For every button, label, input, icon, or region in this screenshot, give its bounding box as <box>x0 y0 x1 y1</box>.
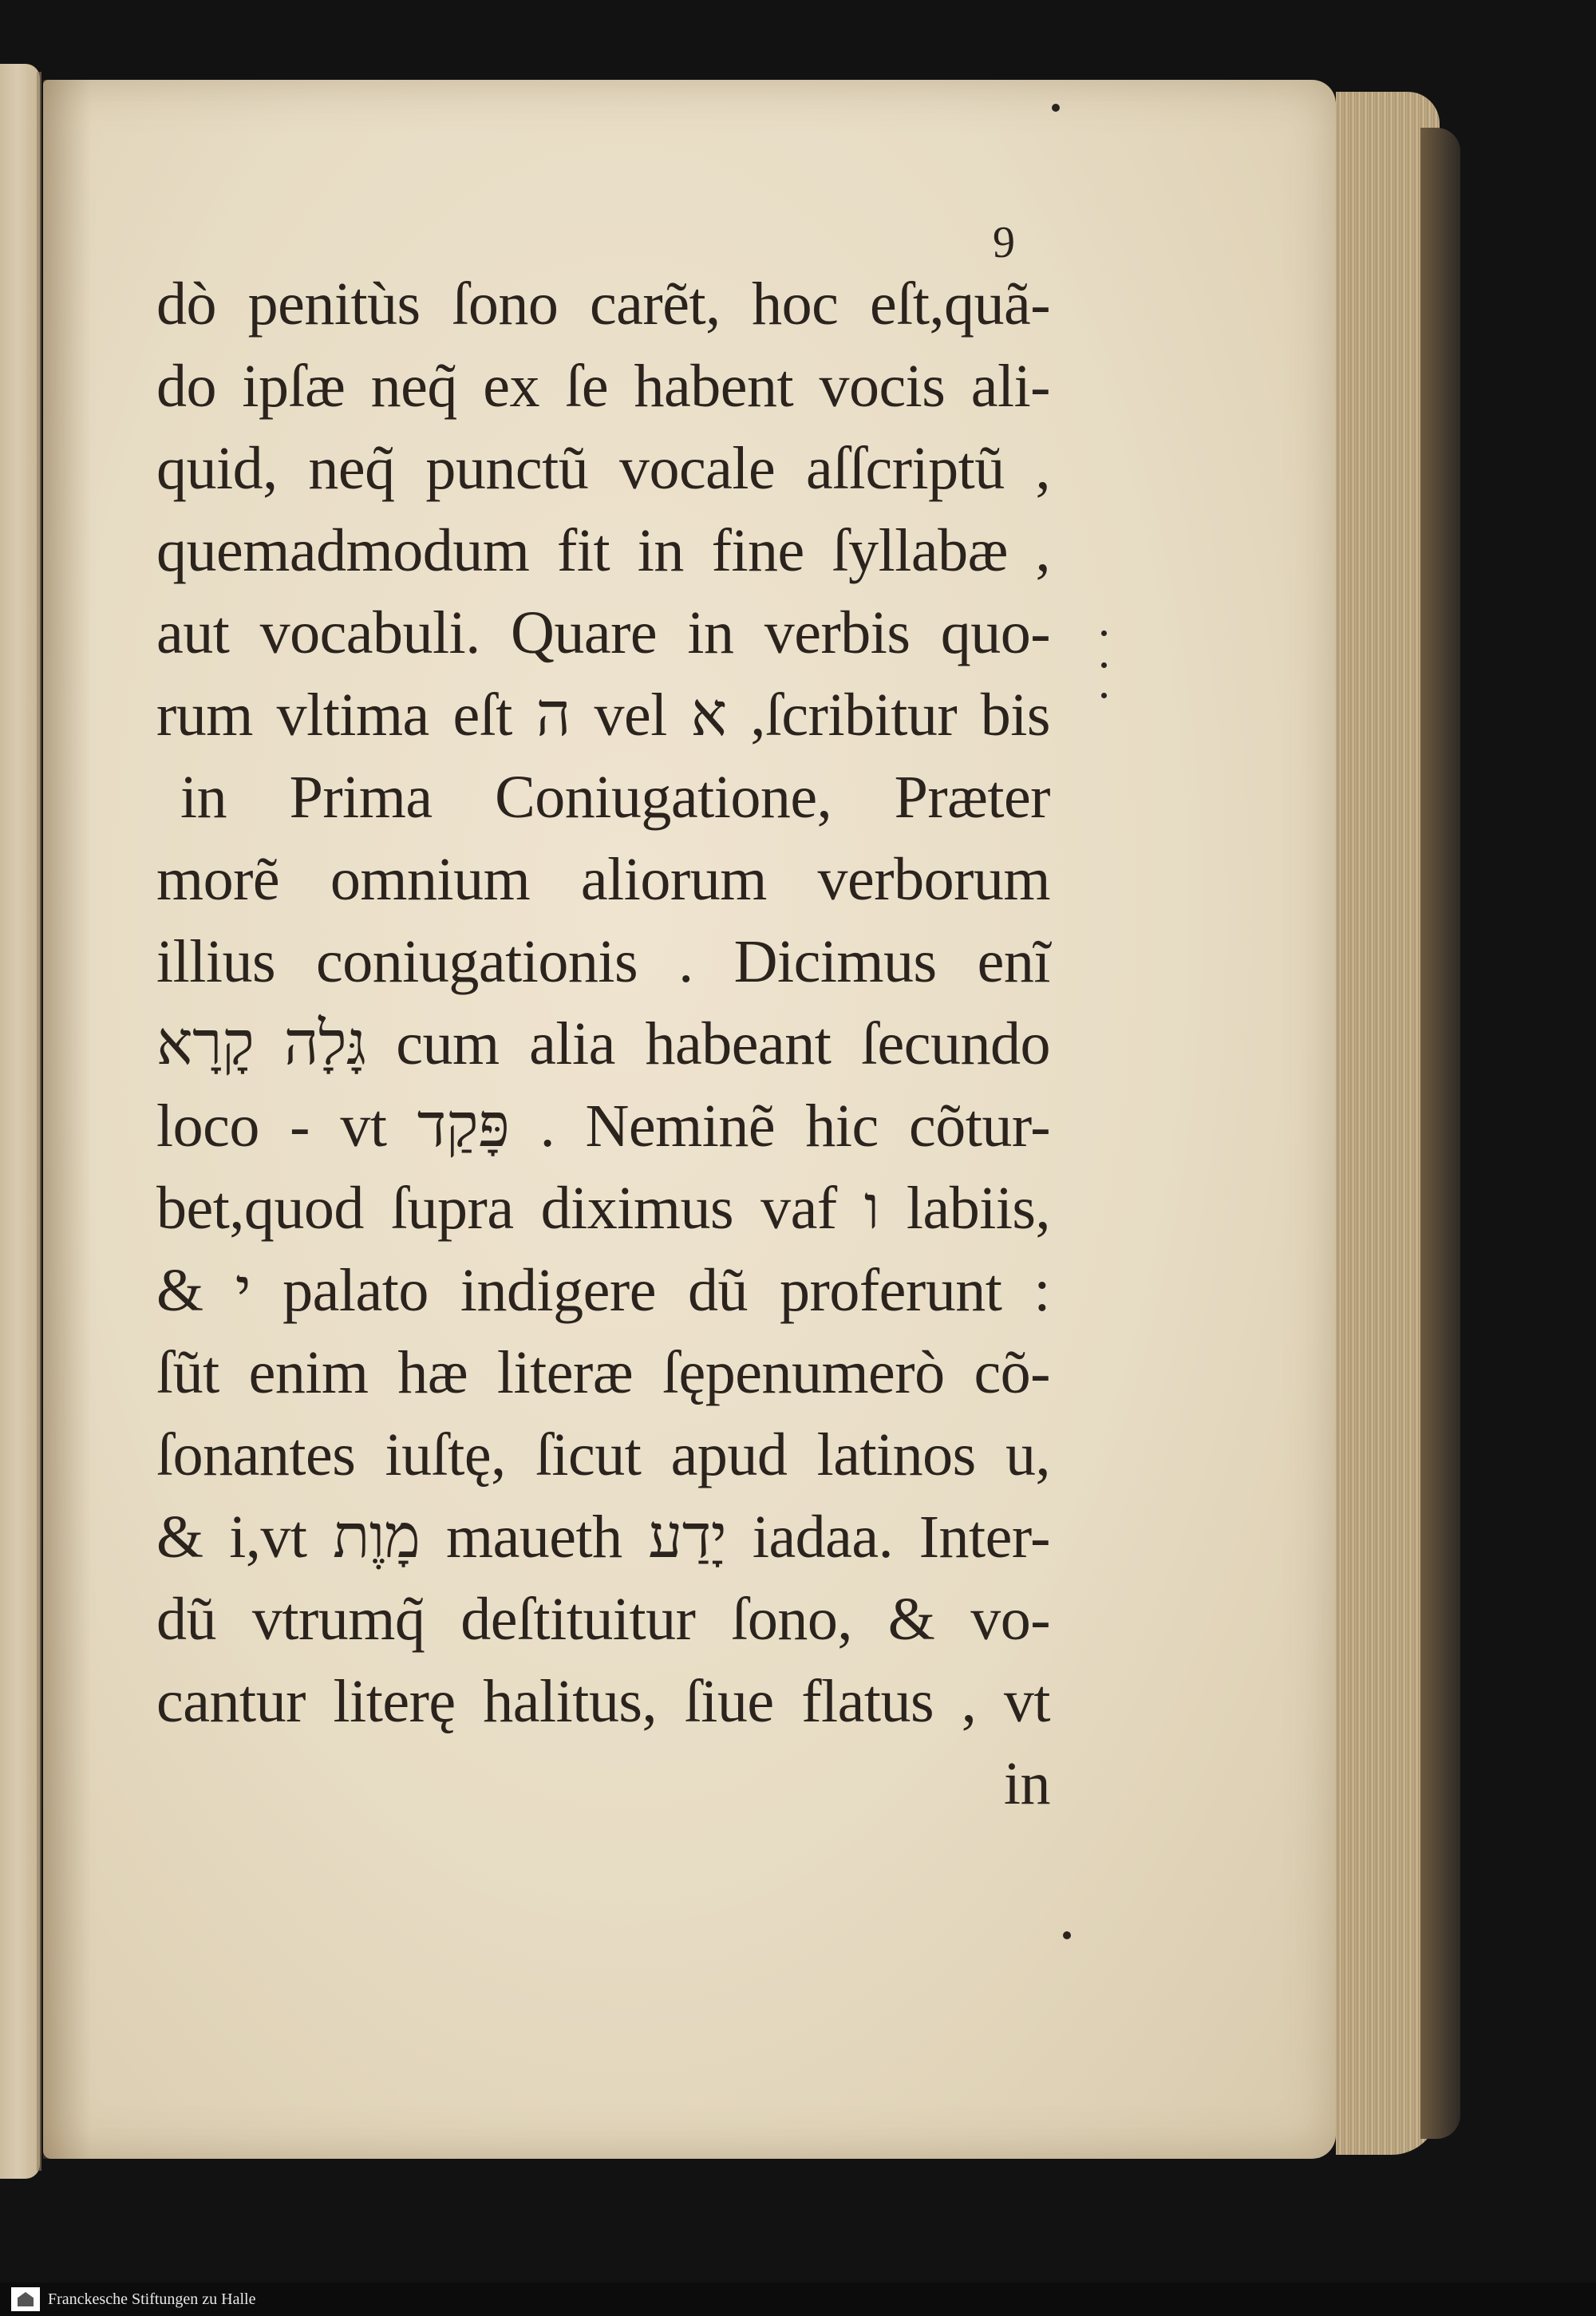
text-line: morẽ omnium aliorum verborum <box>156 846 1050 913</box>
institution-logo-icon <box>11 2287 40 2311</box>
ink-dot <box>1063 1931 1071 1939</box>
page-number: 9 <box>993 218 1015 267</box>
text-line: ſũt enim hæ literæ ſępenumerò cõ- <box>156 1339 1050 1406</box>
text-line: dũ vtrumq̃ deſtituitur ſono, & vo- <box>156 1586 1050 1653</box>
text-line: & י palato indigere dũ proferunt : <box>156 1257 1050 1324</box>
catchword: in <box>1003 1750 1050 1817</box>
text-line: גָּלָה קָרָא cum alia habeant ſecundo <box>156 1010 1051 1077</box>
text-line: cantur literę halitus, ſiue flatus , vt <box>156 1668 1050 1735</box>
book-cover-edge <box>1420 128 1460 2139</box>
text-line: rum vltima eſt ה vel א ,ſcribitur bis <box>156 682 1050 749</box>
facing-page-shadow <box>37 72 41 2171</box>
ink-dot <box>1101 630 1107 636</box>
text-line: quid, neq̃ punctũ vocale aſſcriptũ , <box>156 435 1050 502</box>
ink-dot <box>1101 662 1107 668</box>
ink-dot <box>1052 104 1060 112</box>
text-line: & i,vt מָוֶת maueth יָדַע iadaa. Inter- <box>156 1504 1050 1571</box>
text-line: in Prima Coniugatione, Præter <box>180 764 1050 831</box>
text-line: ſonantes iuſtę, ſicut apud latinos u, <box>156 1421 1050 1488</box>
text-line: aut vocabuli. Quare in verbis quo- <box>156 599 1050 666</box>
text-line: illius coniugationis . Dicimus enĩ <box>156 928 1050 995</box>
page-gutter-shadow <box>43 80 91 2159</box>
text-line: bet,quod ſupra diximus vaf ו labiis, <box>156 1175 1051 1242</box>
facing-page-edge <box>0 64 40 2179</box>
text-line: do ipſæ neq̃ ex ſe habent vocis ali- <box>156 353 1050 420</box>
ink-dot <box>1101 693 1107 698</box>
body-text <box>156 263 1050 1825</box>
footer-credit: Franckesche Stiftungen zu Halle <box>48 2290 256 2308</box>
text-line: loco - vt פָּקַד . Neminẽ hic cõtur- <box>156 1093 1050 1160</box>
text-line: quemadmodum fit in fine ſyllabæ , <box>156 517 1050 584</box>
text-line: dò penitùs ſono carẽt, hoc eſt,quã- <box>156 271 1050 338</box>
